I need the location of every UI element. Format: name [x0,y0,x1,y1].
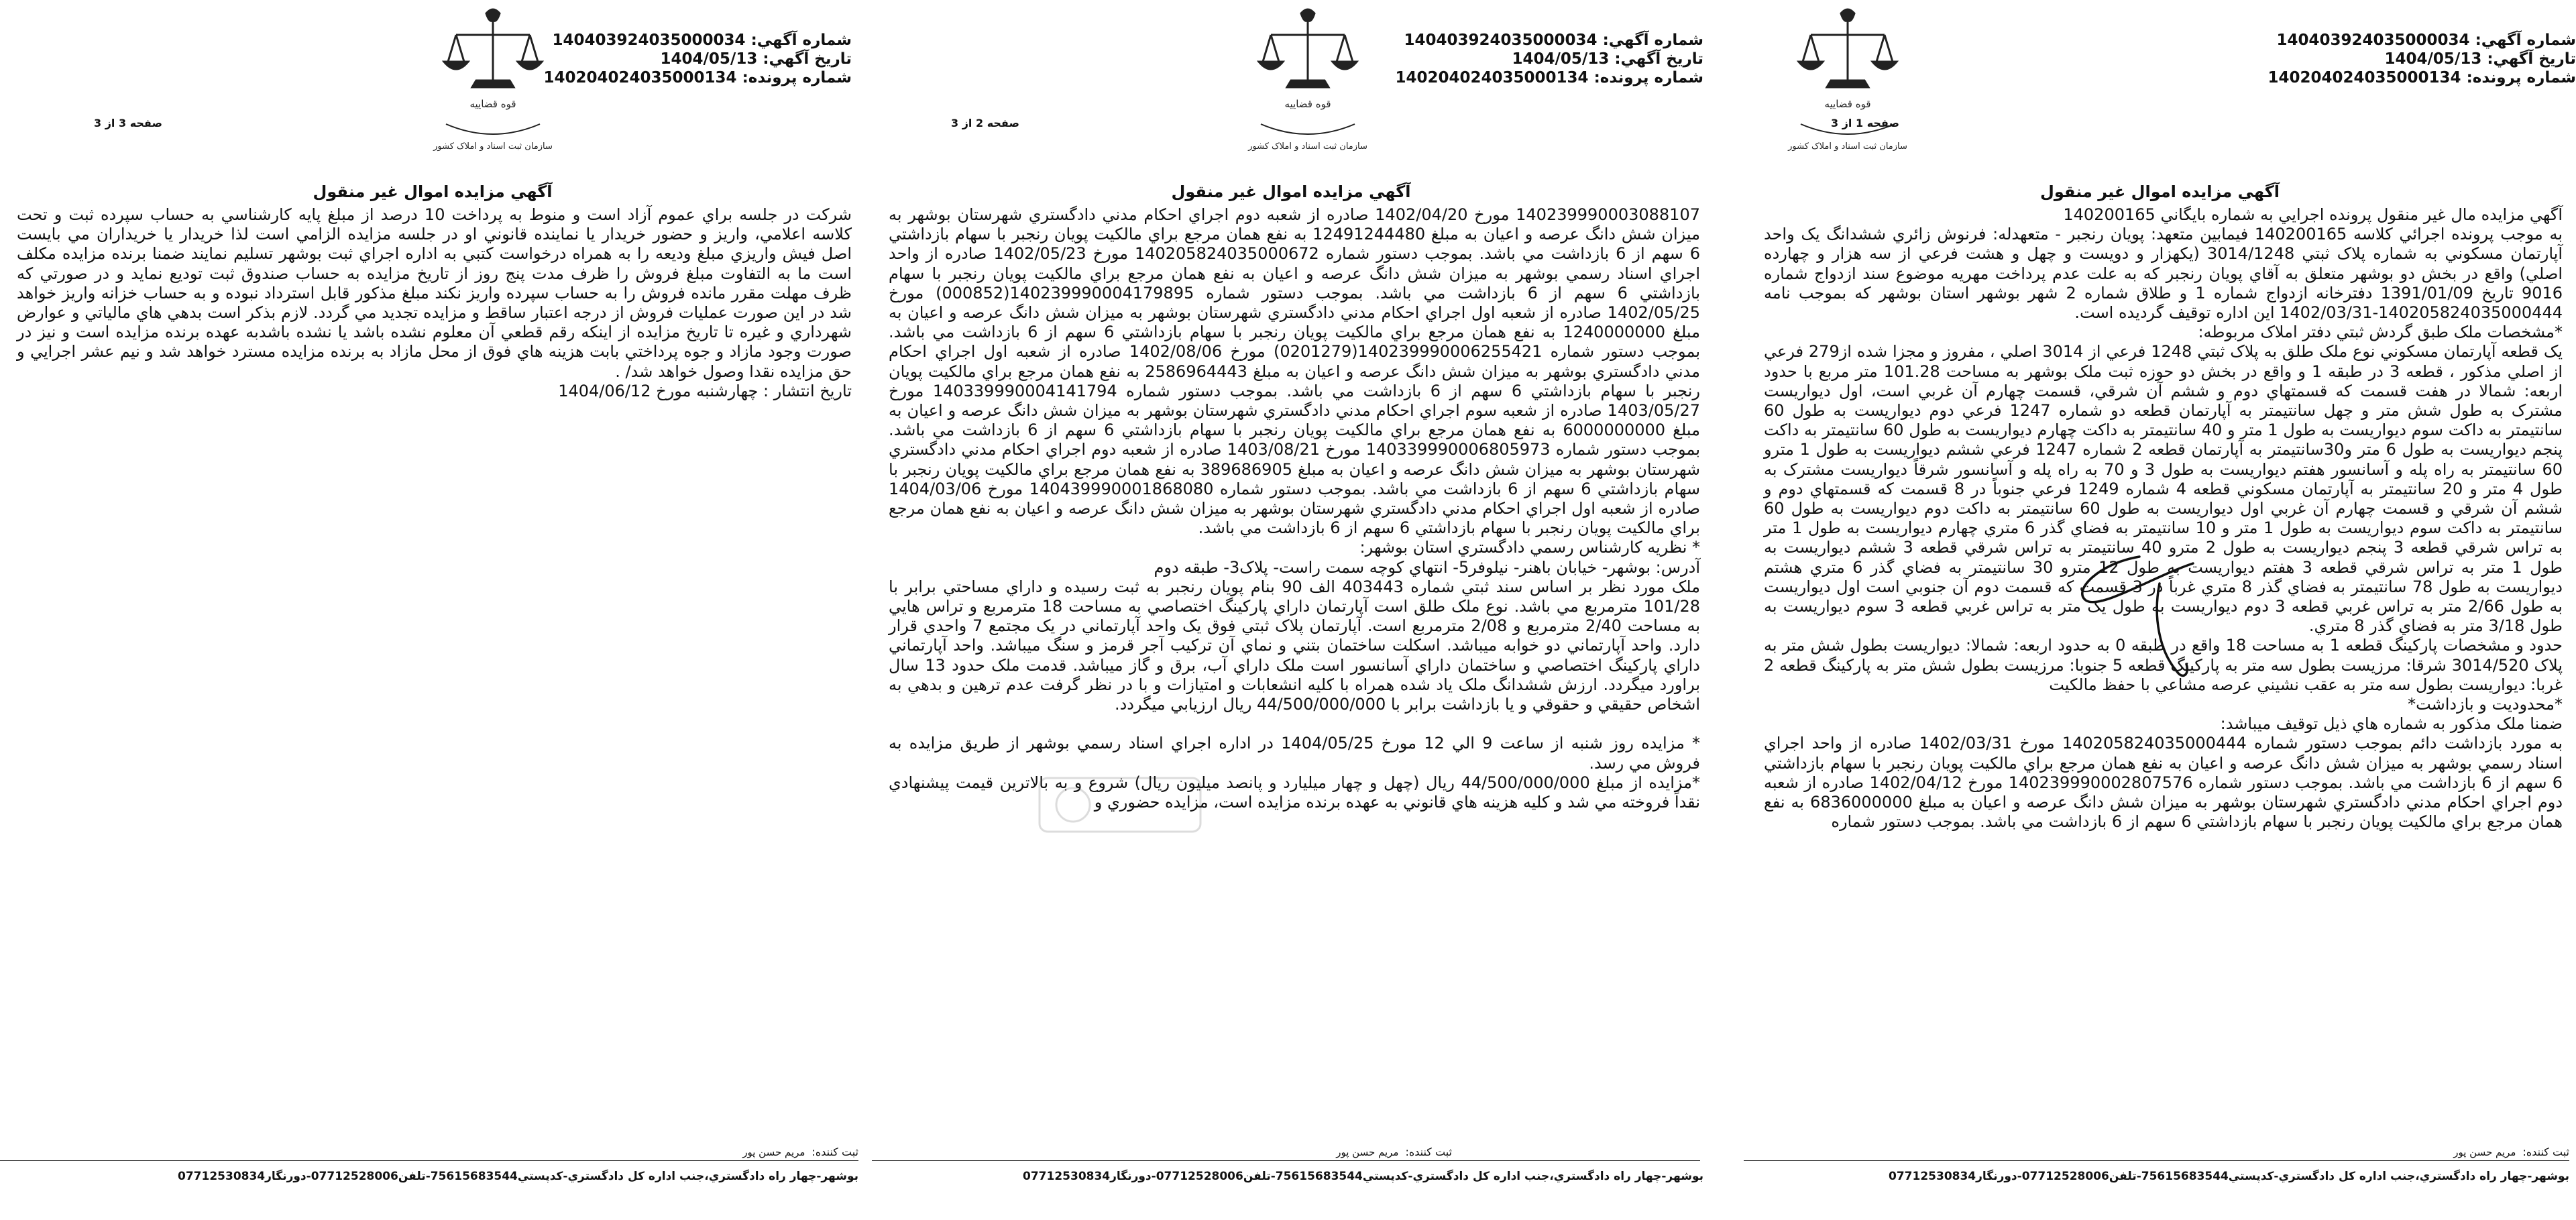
ad-date-label: تاريخ آگهي: [763,50,852,68]
ad-number-label: شماره آگهي: [750,32,852,49]
signer-label: ثبت کننده: [1405,1146,1452,1158]
case-number-label: شماره پرونده: [1593,69,1703,87]
footer-address: بوشهر-چهار راه دادگستري،جنب اداره كل دادگستري-كدپستي75615683544-تلفن07712528006-دورنگار07712530834 [1023,1170,1703,1183]
notice-title: آگهي مزايده اموال غير منقول [1171,182,1411,201]
page-header [1744,0,2576,168]
svg-text:قوه قضاييه: قوه قضاييه [1824,98,1871,110]
svg-text:قوه قضاييه: قوه قضاييه [1284,98,1331,110]
watermark-stamp [1033,765,1207,845]
page-number: صفحه 3 از 3 [94,117,162,129]
notice-meta [543,31,852,87]
signer [2453,1146,2569,1158]
svg-text:سازمان ثبت اسناد و املاک کشور: سازمان ثبت اسناد و املاک کشور [1788,142,1907,152]
signer-name: مريم حسن پور [1336,1146,1399,1158]
ad-date: 1404/05/13 [2384,50,2482,68]
footer-address: بوشهر-چهار راه دادگستري،جنب اداره كل دادگستري-كدپستي75615683544-تلفن07712528006-دورنگار07712530834 [1889,1170,2569,1183]
case-number: 140204024035000134 [2267,69,2461,87]
notice-page-3 [0,0,865,1220]
svg-text:قوه قضاييه: قوه قضاييه [469,98,516,110]
case-number: 140204024035000134 [1395,69,1589,87]
ad-date-label: تاريخ آگهي: [1614,50,1703,68]
notice-page-2 [872,0,1710,1220]
signer-name: مريم حسن پور [742,1146,805,1158]
signer-label: ثبت کننده: [2522,1146,2569,1158]
page-header [872,0,1710,168]
svg-text:سازمان ثبت اسناد و املاک کشور: سازمان ثبت اسناد و املاک کشور [433,142,553,152]
handwritten-signature [2059,537,2213,691]
ad-date-label: تاريخ آگهي: [2487,50,2576,68]
page-number: صفحه 2 از 3 [951,117,1019,129]
page-number: صفحه 1 از 3 [1831,117,1899,129]
footer-address: بوشهر-چهار راه دادگستري،جنب اداره كل دادگستري-كدپستي75615683544-تلفن07712528006-دورنگار07712530834 [178,1170,858,1183]
notice-body: آگهي مزايده مال غير منقول پرونده اجرايي به شماره بايگاني 140200165 به موجب پرونده اجرائي كلاسه 140200165 فيمابين متعهد: پويان رنجبر - متعهدله: فرنوش زائري ششدانگ يک واحد آپارتمان مسكوني به شماره پلاک ثبتي 3014/1248 (يکهزار و دويست و چهل و هشت فرعي از سه هزار و چهارده اصلي) واقع در بخش دو بوشهر متعلق به آقاي پويان رنجبر كه به علت عدم پرداخت مهريه موضوع سند ازدواج شماره 9016 تاريخ 1391/01/09 دفترخانه ازدواج شماره 1 و طلاق شماره 2 شهر بوشهر استان بوشهر كه بموجب نامه 140205824035000444-1402/03/31 اين اداره توقيف گرديده است. *مشخصات ملک طبق گردش ثبتي دفتر املاک مربوطه: يک قطعه آپارتمان مسكوني نوع ملک طلق به پلاک ثبتي 1248 فرعي از 3014 اصلي ، مفروز و مجزا شده از279 فرعي از اصلي مذکور ، قطعه 3 در طبقه 1 و واقع در بخش دو حوزه ثبت ملک بوشهر به مساحت 101.28 متر مربع با حدود اربعه: شمالا در هفت قسمت كه قسمتهاي دوم و ششم آن شرقي، قسمت چهارم آن غربي است، اول ديواريست مشترک به طول شش متر و چهل سانتيمتر به آپارتمان قطعه دو شماره 1247 فرعي دوم ديواريست به طول 60 سانتيمتر به داكت سوم ديواريست به طول 1 متر و 40 سانتيمتر به داكت چهارم ديواريست به طول 60 سانتيمتر به داكت پنجم ديواريست به طول 6 متر و30سانتيمتر به آپارتمان قطعه 2 شماره 1247 فرعي ششم ديواريست به طول 1 مترو 60 سانتيمتر به راه پله و آسانسور هفتم ديواريست به طول 3 و 70 به راه پله و آسانسور شرقاً ديواريست مشترک به طول 4 متر و 20 سانتيمتر به آپارتمان مسكوني قطعه 4 شماره 1249 فرعي جنوباً در 8 قسمت كه قسمتهاي دوم و ششم آن شرقي و قسمت چهارم آن غربي اول ديواريست به طول 60 سانتيمتر به داكت دوم ديواريست به طول 60 سانتيمتر به داكت سوم ديواريست به طول 1 متر و 10 سانتيمتر به فضاي گذر 6 متري چهارم ديواريست به طول 1 متر به تراس شرقي قطعه 3 پنجم ديواريست به طول 2 مترو 40 سانتيمتر به تراس شرقي قطعه 3 ششم ديواريست به طول 1 متر به تراس شرقي قطعه 3 هفتم ديواريست به طول 12 مترو 30 سانتيمتر به فضاي گذر 6 متري هشتم ديواريست به طول 78 سانتيمتر به فضاي گذر 8 متري غرباً در 3 قسمت كه قسمت دوم آن جنوبي است اول ديواريست به طول 2/66 متر به تراس غربي قطعه 3 دوم ديواريست به طول يک متر به تراس غربي قطعه 3 سوم ديواريست به طول 3/18 متر به فضاي گذر 8 متري. حدود و مشخصات پاركينگ قطعه 1 به مساحت 18 واقع در طبقه 0 به حدود اربعه: شمالا: ديواريست بطول شش متر به پلاک 3014/520 شرقا: مرزيست بطول سه متر به پاركينگ قطعه 5 جنوبا: مرزيست بطول شش متر به پاركينگ قطعه 2 غربا: ديواريست بطول سه متر به عقب نشيني عرصه مشاعي با حفظ مالكيت *محدوديت و بازداشت* ضمنا ملک مذكور به شماره هاي ذيل توقيف ميباشد: به مورد بازداشت دائم بموجب دستور شماره 140205824035000444 مورخ 1402/03/31 صادره از واحد اجراي اسناد رسمي بوشهر به ميزان شش دانگ عرصه و اعيان به نفع همان مرجع براي مالكيت پويان رنجبر با سهام بازداشتي 6 سهم از 6 بازداشت مي باشد. بموجب دستور شماره 140239990002807576 مورخ 1402/04/12 صادره از شعبه دوم اجراي احكام مدني دادگستري شهرستان بوشهر به ميزان شش دانگ عرصه و اعيان به مبلغ 6836000000 به نفع همان مرجع براي مالكيت پويان رنجبر با سهام بازداشتي 6 سهم از 6 بازداشت مي باشد. بموجب دستور شماره [1764,205,2563,832]
notice-body: شركت در جلسه براي عموم آزاد است و منوط به پرداخت 10 درصد از مبلغ پايه كارشناسي به حساب سپرده ثبت و تحت كلاسه اعلامي، واريز و حضور خريدار يا نماينده قانوني او در جلسه مزايده الزامي است لذا خريدار يا خريداران مي بايست اصل فيش واريزي مبلغ وديعه را به همراه درخواست كتبي به اداره اجراي ثبت بوشهر تسليم نمايند ضمنا برنده مزايده مكلف است ما به التفاوت مبلغ فروش را ظرف مدت پنج روز از تاريخ مزايده به حساب صندوق ثبت توديع نمايد و در صورتي كه ظرف مهلت مقرر مانده فروش را به حساب سپرده واريز نكند مبلغ مذكور قابل استرداد نبوده و به حساب خزانه واريز خواهد شد در اين صورت عمليات فروش از درجه اعتبار ساقط و مزايده تجديد مي گردد. لازم بذكر است بدهي هاي مالياتي و عوارض شهرداري و غيره تا تاريخ مزايده از اينكه رقم قطعي آن معلوم نشده باشد يا نشده باشدبه عهده برنده مزايده است و نيز در صورت وجود مازاد و جوه پرداختي بابت هزينه هاي فوق از محل مازاد به برنده مزايده مسترد خواهد شد و نيم عشر اجرايي و حق مزايده نقدا وصول خواهد شد/ . تاريخ انتشار : چهارشنبه مورخ 1404/06/12 [17,205,852,400]
case-number: 140204024035000134 [543,69,737,87]
ad-number: 140403924035000034 [552,32,746,49]
judiciary-emblem-icon [1784,0,1911,161]
notice-title: آگهي مزايده اموال غير منقول [313,182,553,201]
notice-meta [1395,31,1703,87]
judiciary-emblem-icon [1244,0,1371,161]
case-number-label: شماره پرونده: [2466,69,2576,87]
signer-label: ثبت کننده: [811,1146,858,1158]
judiciary-emblem-icon [429,0,557,161]
signer [742,1146,858,1158]
notice-title: آگهي مزايده اموال غير منقول [2040,182,2280,201]
footer-divider [0,1160,858,1161]
signer [1336,1146,1452,1158]
ad-number-label: شماره آگهي: [2475,32,2576,49]
signer-name: مريم حسن پور [2453,1146,2516,1158]
notice-meta [2267,31,2576,87]
notice-body: 140239990003088107 مورخ 1402/04/20 صادره از شعبه دوم اجراي احكام مدني دادگستري شهرستان بوشهر به ميزان شش دانگ عرصه و اعيان به مبلغ 12491244480 به نفع همان مرجع براي مالكيت پويان رنجبر با سهام بازداشتي 6 سهم از 6 بازداشت مي باشد. بموجب دستور شماره 140205824035000672 مورخ 1402/05/23 صادره از واحد اجراي اسناد رسمي بوشهر به ميزان شش دانگ عرصه و اعيان به نفع همان مرجع براي مالكيت پويان رنجبر با سهام بازداشتي 6 سهم از 6 بازداشت مي باشد. بموجب دستور شماره 140239990004179895(000852) مورخ 1402/05/25 صادره از شعبه اول اجراي احكام مدني دادگستري شهرستان بوشهر به ميزان شش دانگ عرصه و اعيان به مبلغ 1240000000 به نفع همان مرجع براي مالكيت پويان رنجبر با سهام بازداشتي 6 سهم از 6 بازداشت مي باشد. بموجب دستور شماره 140239990006255421(0201279) مورخ 1402/08/06 صادره از شعبه اول اجراي احكام مدني دادگستري بوشهر به ميزان شش دانگ عرصه و اعيان به مبلغ 2586964443 به نفع همان مرجع براي مالكيت پويان رنجبر با سهام بازداشتي 6 سهم از 6 بازداشت مي باشد. بموجب دستور شماره 140339990004141794 مورخ 1403/05/27 صادره از شعبه سوم اجراي احكام مدني دادگستري شهرستان بوشهر به ميزان شش دانگ عرصه و اعيان به مبلغ 6000000000 به نفع همان مرجع براي مالكيت پويان رنجبر با سهام بازداشتي 6 سهم از 6 بازداشت مي باشد. بموجب دستور شماره 140339990006805973 مورخ 1403/08/21 صادره از شعبه دوم اجراي احكام مدني دادگستري شهرستان بوشهر به ميزان شش دانگ عرصه و اعيان به مبلغ 389686905 به نفع همان مرجع براي مالكيت پويان رنجبر با سهام بازداشتي 6 سهم از 6 بازداشت مي باشد. بموجب دستور شماره 140439990001868080 مورخ 1404/03/06 صادره از شعبه اول اجراي احكام مدني دادگستري شهرستان بوشهر به ميزان شش دانگ عرصه و اعيان به نفع همان مرجع براي مالكيت پويان رنجبر با سهام بازداشتي 6 سهم از 6 بازداشت مي باشد. * نظريه كارشناس رسمي دادگستري استان بوشهر: آدرس: بوشهر- خيابان باهنر- نيلوفر5- انتهاي كوچه سمت راست- پلاک3- طبقه دوم ملک مورد نظر بر اساس سند ثبتي شماره 403443 الف 90 بنام پويان رنجبر به ثبت رسيده و داراي مساحتي برابر با 101/28 مترمربع مي باشد. نوع ملک طلق است آپارتمان داراي پاركينگ اختصاصي به مساحت 18 مترمربع و تراس هايي به مساحت 2/40 مترمربع و 2/08 مترمربع است. آپارتمان پلاک ثبتي فوق يک واحد آپارتماني در يک مجتمع 7 واحدي قرار دارد. واحد آپارتماني دو خوابه ميباشد. اسكلت ساختمان بتني و نماي آن تركيب آجر قرمز و سنگ ميباشد. واحد آپارتماني داراي پاركينگ اختصاصي و ساختمان داراي آسانسور است ملک داراي آب، برق و گاز ميباشد. قدمت ملک حدود 13 سال براورد ميگردد. ارزش ششدانگ ملک ياد شده همراه با كليه انشعابات و امتيازات و با در نظر گرفت عدم ترهين و بدهي به اشخاص حقيقي و حقوقي و يا بازداشت برابر با 44/500/000/000 ريال ارزيابي ميگردد. * مزايده روز شنبه از ساعت 9 الي 12 مورخ 1404/05/25 در اداره اجراي اسناد رسمي بوشهر از طريق مزايده به فروش مي رسد. *مزايده از مبلغ 44/500/000/000 ريال (چهل و چهار ميليارد و پانصد ميليون ريال) شروع و به بالاترين قيمت پيشنهادي نقداً فروخته مي شد و كليه هزينه هاي قانوني به عهده برنده مزايده است، مزايده حضوري و [889,205,1701,812]
footer-divider [1744,1160,2569,1161]
ad-date: 1404/05/13 [660,50,758,68]
page-header [0,0,865,168]
svg-text:سازمان ثبت اسناد و املاک کشور: سازمان ثبت اسناد و املاک کشور [1248,142,1367,152]
ad-number: 140403924035000034 [2276,32,2470,49]
ad-number-label: شماره آگهي: [1602,32,1703,49]
ad-date: 1404/05/13 [1512,50,1610,68]
footer-divider [872,1160,1700,1161]
ad-number: 140403924035000034 [1404,32,1598,49]
case-number-label: شماره پرونده: [742,69,852,87]
